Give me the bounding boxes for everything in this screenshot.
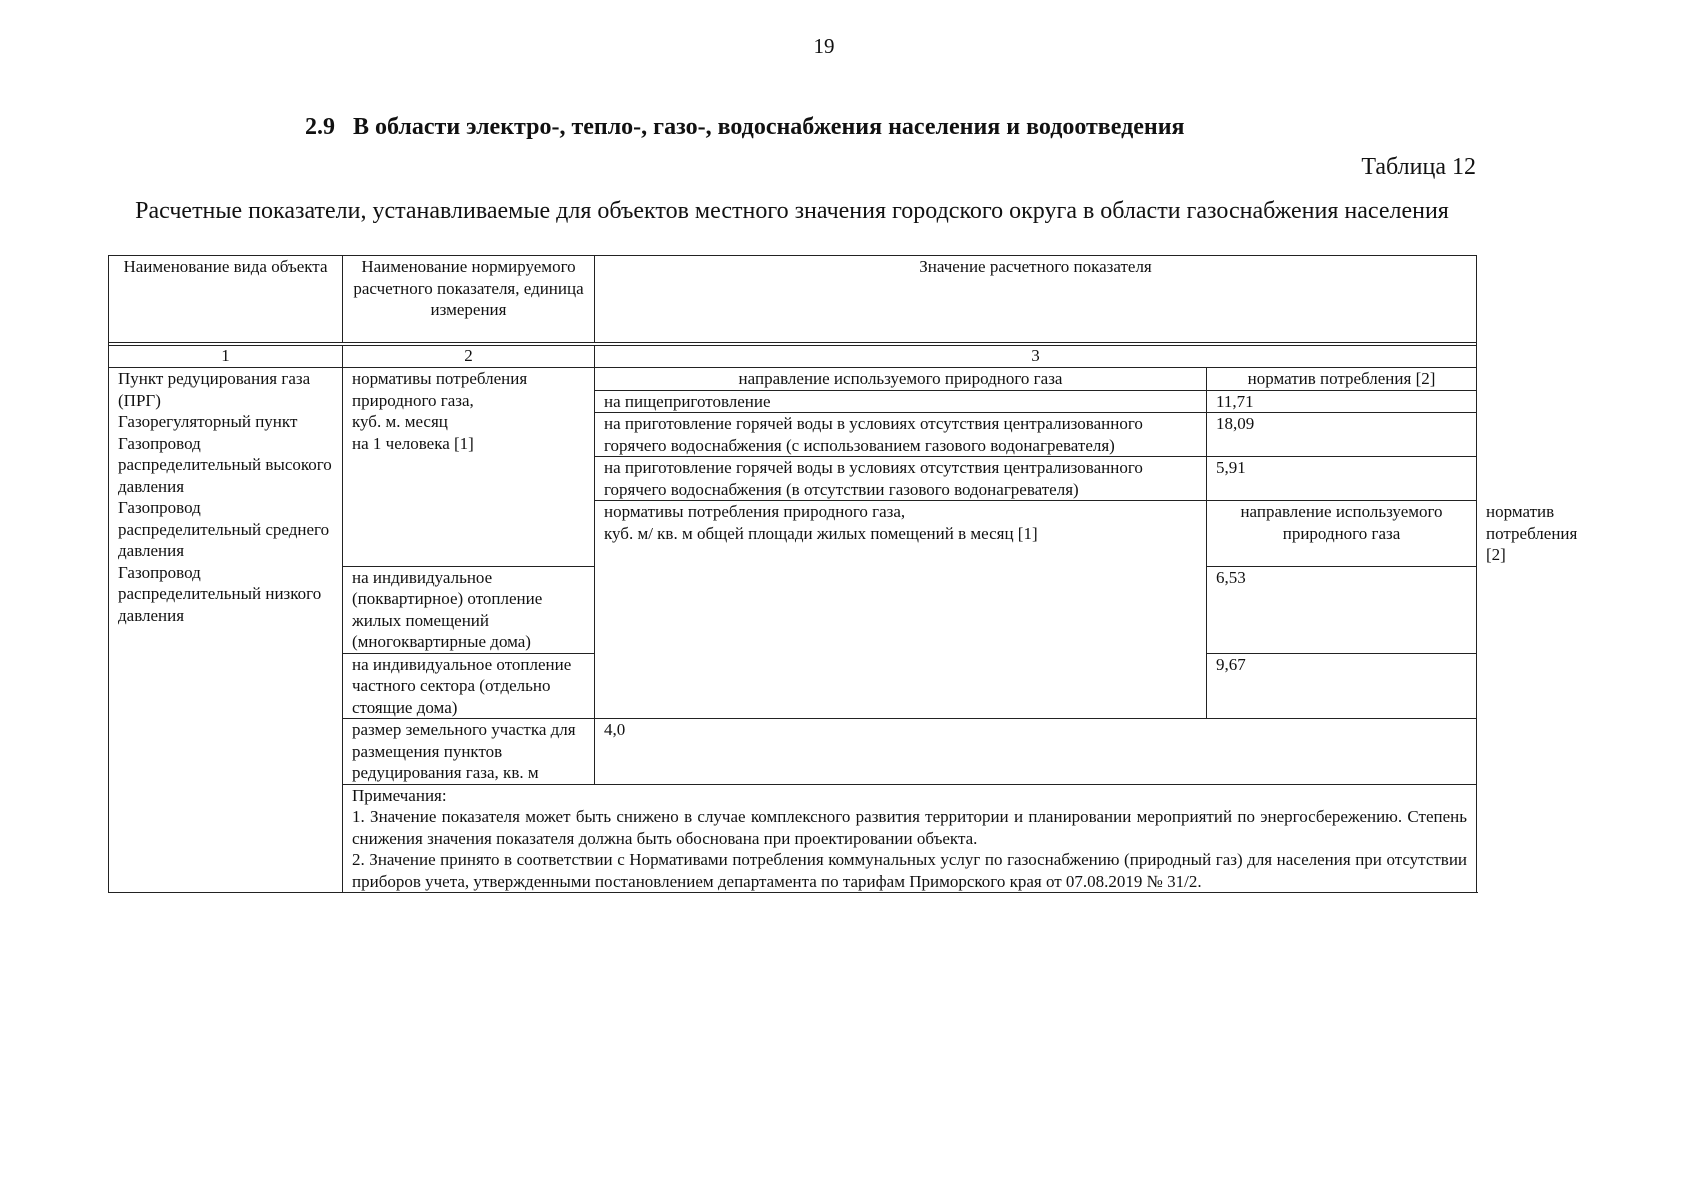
land-plot-value: 4,0: [595, 719, 1477, 785]
norms-table: [108, 255, 1578, 893]
object-types-cell: Пункт редуцирования газа (ПРГ) Газорегуляторный пункт Газопровод распределительный высокого давления Газопровод распределительный среднего давления Газопровод распределительный низкого давления: [109, 368, 343, 893]
page-number: 19: [813, 34, 835, 58]
table-header-row: [109, 256, 1477, 343]
group1-direction-header: направление используемого природного газа: [595, 368, 1207, 391]
group2-indicator: нормативы потребления природного газа, куб. м/ кв. м общей площади жилых помещений в месяц [1]: [595, 501, 1207, 719]
land-plot-indicator: размер земельного участка для размещения пунктов редуцирования газа, кв. м: [343, 719, 595, 785]
header-value: Значение расчетного показателя: [595, 256, 1477, 343]
table-label: Таблица 12: [1361, 154, 1476, 180]
direction-cell: на индивидуальное (поквартирное) отопление жилых помещений (многоквартирные дома): [343, 566, 595, 653]
column-number: 3: [595, 346, 1477, 368]
value-cell: 5,91: [1207, 457, 1477, 501]
value-cell: 9,67: [1207, 653, 1477, 719]
header-indicator: Наименование нормируемого расчетного показателя, единица измерения: [343, 256, 595, 343]
column-number: 1: [109, 346, 343, 368]
table-caption: Расчетные показатели, устанавливаемые для объектов местного значения городского округа в области газоснабжения населения: [135, 198, 1449, 224]
note-item: 2. Значение принято в соответствии с Нормативами потребления коммунальных услуг по газоснабжению (природный газ) для населения при отсутствии приборов учета, утвержденными постановлением департамента по тарифам Приморского края от 07.08.2019 № 31/2.: [352, 850, 1468, 891]
value-cell: 11,71: [1207, 390, 1477, 413]
column-number-row: [109, 346, 1477, 368]
value-cell: 6,53: [1207, 566, 1477, 653]
table-row: нормативы потребления природного газа, куб. м/ кв. м общей площади жилых помещений в месяц [1] направление используемого природного газа норматив потребления [2]: [109, 501, 1477, 567]
direction-cell: на пищеприготовление: [595, 390, 1207, 413]
group1-indicator: нормативы потребления природного газа, куб. м. месяц на 1 человека [1]: [343, 368, 595, 567]
group1-norm-header: норматив потребления [2]: [1207, 368, 1477, 391]
direction-cell: на приготовление горячей воды в условиях отсутствия централизованного горячего водоснабжения (с использованием газового водонагревателя): [595, 413, 1207, 457]
direction-cell: на индивидуальное отопление частного сектора (отдельно стоящие дома): [343, 653, 595, 719]
notes-title: Примечания:: [352, 785, 447, 805]
notes-cell: [343, 784, 1477, 893]
table-row: [109, 368, 1477, 391]
column-number: 2: [343, 346, 595, 368]
header-object-type: Наименование вида объекта: [109, 256, 343, 343]
note-item: 1. Значение показателя может быть снижено в случае комплексного развития территории и планировании мероприятий по энергосбережению. Степень снижения значения показателя должна быть обоснована при проектировании объекта.: [352, 807, 1468, 848]
value-cell: 18,09: [1207, 413, 1477, 457]
section-heading: 2.9 В области электро-, тепло-, газо-, водоснабжения населения и водоотведения: [305, 114, 1185, 140]
direction-cell: на приготовление горячей воды в условиях отсутствия централизованного горячего водоснабжения (в отсутствии газового водонагревателя): [595, 457, 1207, 501]
group2-direction-header: направление используемого природного газа: [1207, 501, 1477, 567]
